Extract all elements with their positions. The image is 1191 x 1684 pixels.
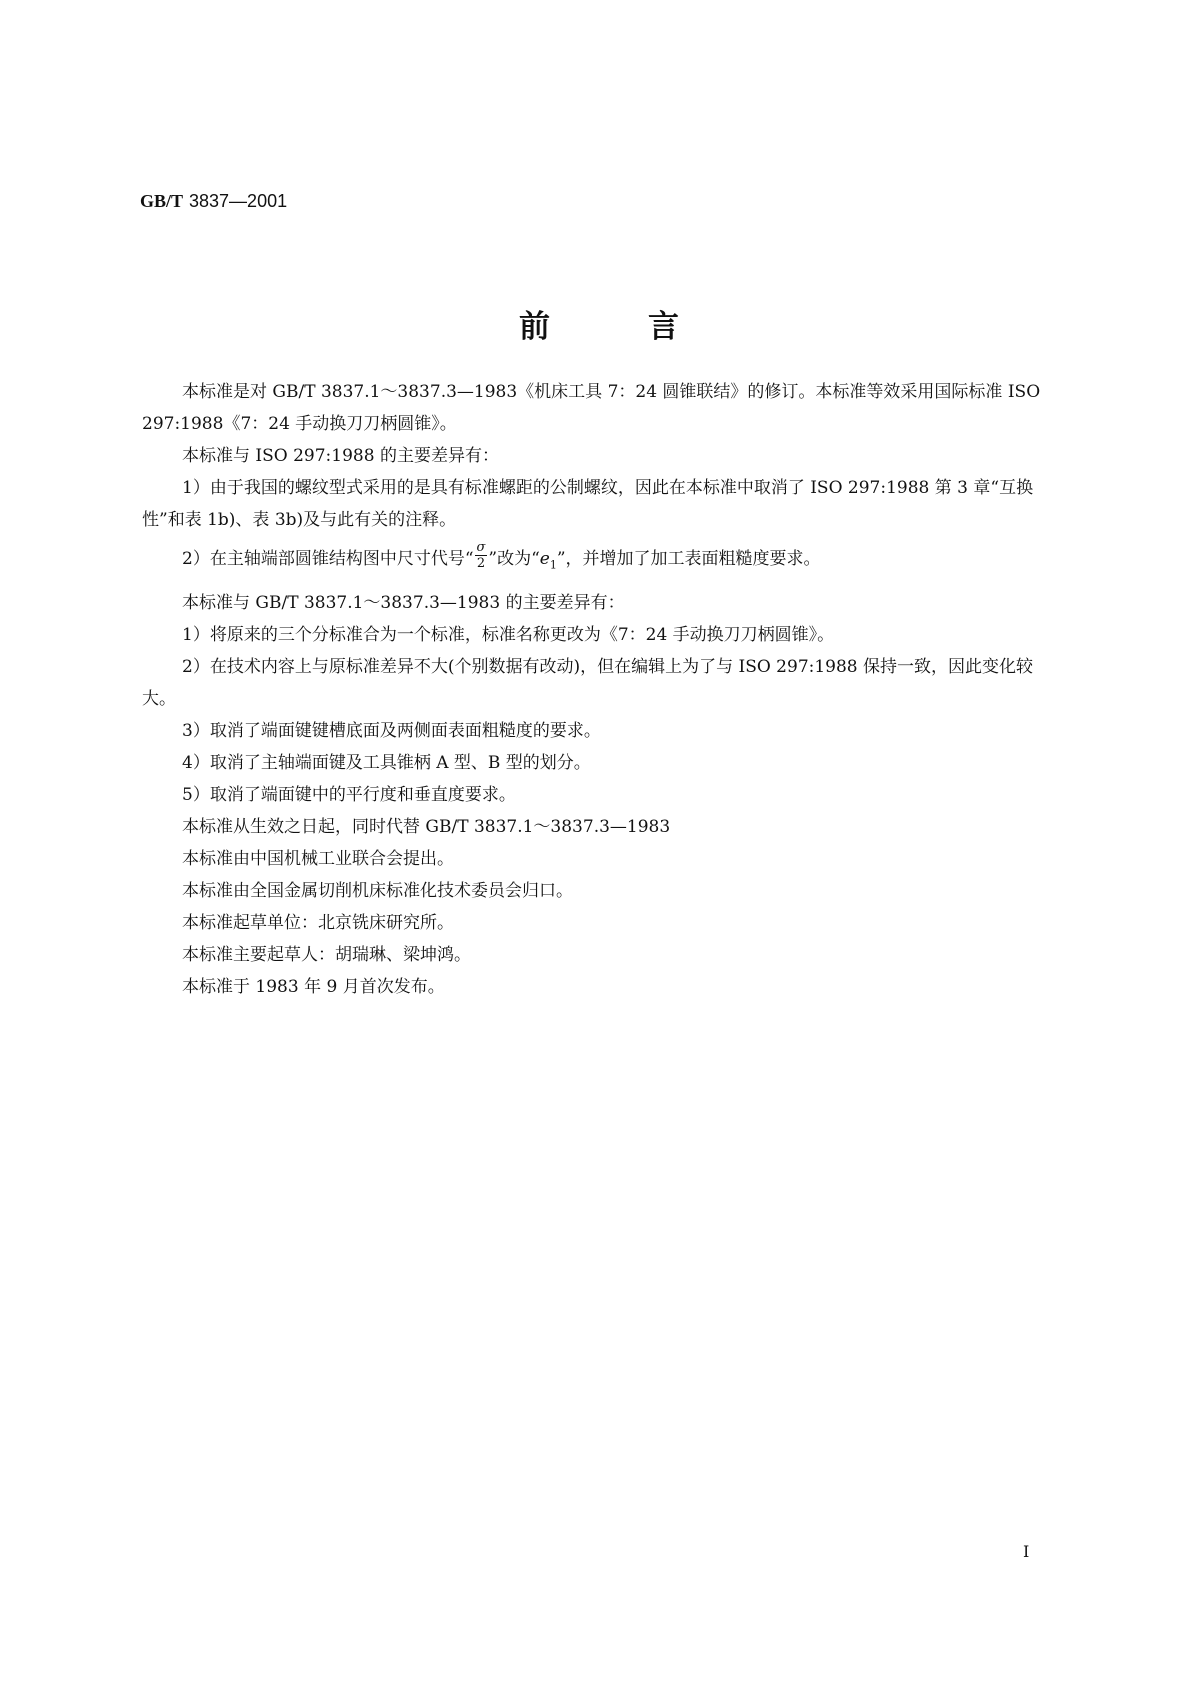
paragraph-1: 本标准是对 GB/T 3837.1～3837.3—1983《机床工具 7：24 圆锥联结》的修订。本标准等效采用国际标准 ISO 297:1988《7：24 手动换刀刀柄圆锥》。 [142, 382, 1041, 434]
paragraph-3: 1）由于我国的螺纹型式采用的是具有标准螺距的公制螺纹，因此在本标准中取消了 ISO 297:1988 第 3 章“互换性”和表 1b)、表 3b)及与此有关的注释。 [142, 478, 1034, 530]
paragraph-6: 1）将原来的三个分标准合为一个标准，标准名称更改为《7：24 手动换刀刀柄圆锥》。 [182, 625, 835, 646]
paragraph-14: 本标准起草单位：北京铣床研究所。 [182, 913, 454, 934]
paragraph-2: 本标准与 ISO 297:1988 的主要差异有： [182, 446, 499, 466]
paragraph-15: 本标准主要起草人：胡瑞琳、梁坤鸿。 [182, 945, 471, 966]
fraction-symbol [475, 541, 488, 570]
paragraph-12: 本标准由中国机械工业联合会提出。 [182, 849, 454, 870]
fraction-numerator: σ [476, 540, 486, 555]
paragraph-10: 5）取消了端面键中的平行度和垂直度要求。 [182, 785, 516, 806]
paragraph-7: 2）在技术内容上与原标准差异不大(个别数据有改动)，但在编辑上为了与 ISO 297:1988 保持一致，因此变化较大。 [142, 657, 1034, 710]
title-char-left: 前 [519, 309, 550, 345]
fraction-denominator: 2 [476, 556, 486, 571]
standard-prefix: GB/T [140, 191, 184, 211]
paragraph-13: 本标准由全国金属切削机床标准化技术委员会归口。 [182, 881, 573, 902]
variable-e: e [539, 549, 550, 569]
paragraph-4-after: ”，并增加了加工表面粗糙度要求。 [556, 549, 821, 569]
preface-body [142, 376, 1052, 1003]
page-number: I [1023, 1542, 1030, 1561]
paragraph-4-middle: ”改为“ [488, 549, 540, 569]
title-char-right: 言 [648, 309, 679, 345]
paragraph-4-before: 2）在主轴端部圆锥结构图中尺寸代号“ [182, 549, 474, 569]
paragraph-16: 本标准于 1983 年 9 月首次发布。 [182, 977, 445, 998]
paragraph-5: 本标准与 GB/T 3837.1～3837.3—1983 的主要差异有： [182, 593, 625, 614]
paragraph-4 [142, 540, 1052, 581]
standard-number: 3837—2001 [189, 191, 288, 211]
paragraph-11: 本标准从生效之日起，同时代替 GB/T 3837.1～3837.3—1983 [182, 817, 671, 838]
paragraph-9: 4）取消了主轴端面键及工具锥柄 A 型、B 型的划分。 [182, 753, 591, 774]
standard-code [140, 190, 287, 213]
page-title [519, 307, 679, 347]
paragraph-8: 3）取消了端面键键槽底面及两侧面表面粗糙度的要求。 [182, 721, 601, 742]
variable-subscript: 1 [549, 558, 557, 572]
